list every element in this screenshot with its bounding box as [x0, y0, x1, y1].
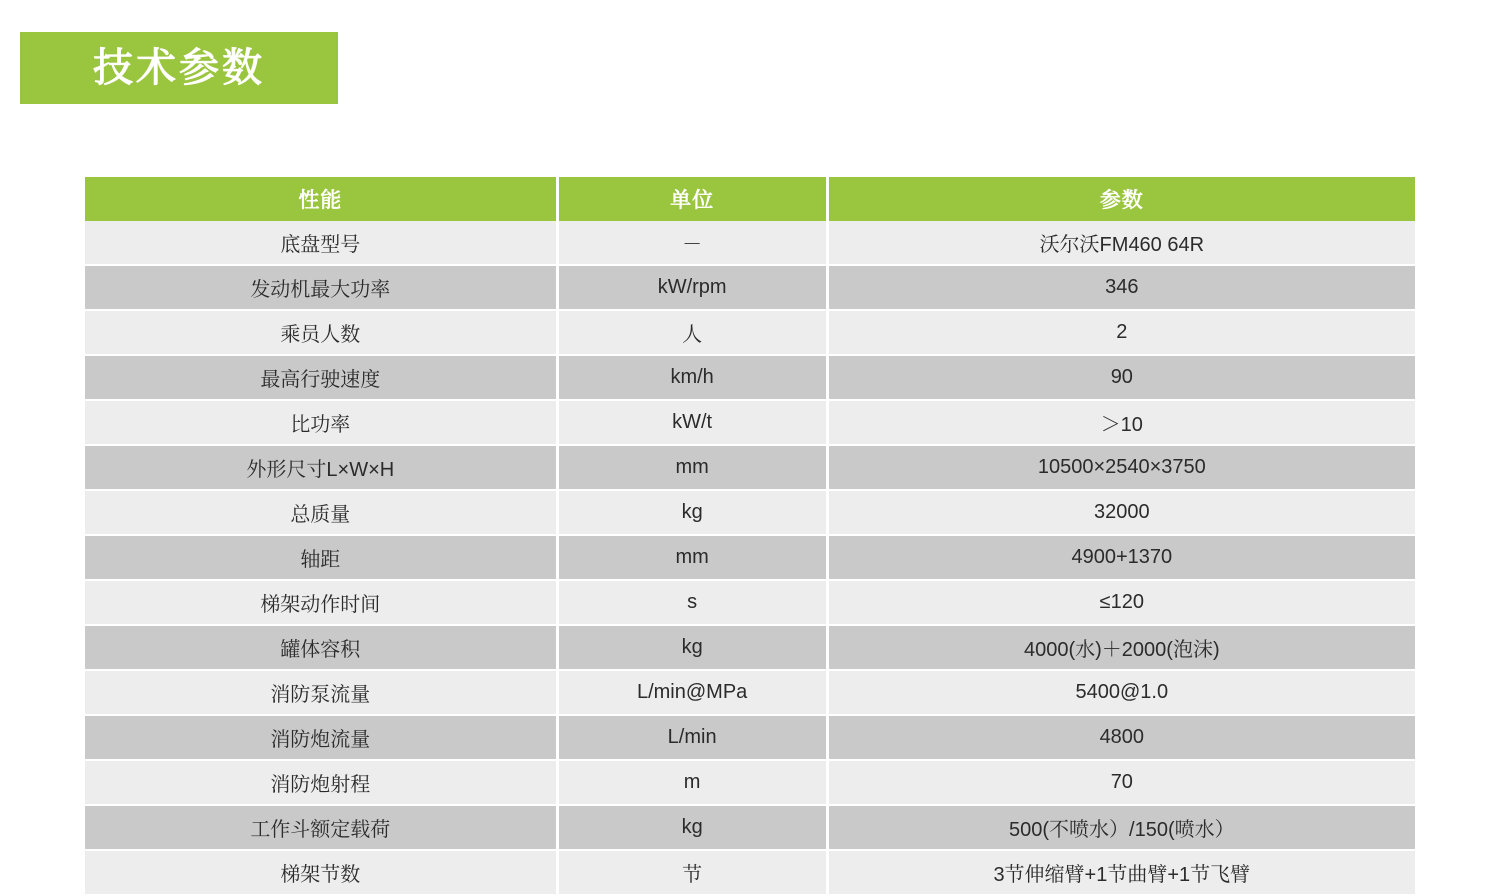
specifications-table [85, 177, 1415, 896]
cell-unit: kW/rpm [557, 265, 827, 310]
table-row [85, 805, 1415, 850]
cell-performance: 底盘型号 [85, 221, 557, 265]
page-title: 技术参数 [93, 46, 265, 90]
cell-performance: 外形尺寸L×W×H [85, 445, 557, 490]
cell-performance: 乘员人数 [85, 310, 557, 355]
table-row [85, 715, 1415, 760]
cell-parameter: 3节伸缩臂+1节曲臂+1节飞臂 [827, 850, 1415, 895]
cell-unit: － [557, 221, 827, 265]
table-row [85, 760, 1415, 805]
table-row [85, 580, 1415, 625]
cell-parameter: 500(不喷水）/150(喷水） [827, 805, 1415, 850]
cell-unit: kW/t [557, 400, 827, 445]
cell-parameter: 沃尔沃FM460 64R [827, 221, 1415, 265]
cell-unit: kg [557, 490, 827, 535]
table-body [85, 221, 1415, 895]
cell-parameter: 70 [827, 760, 1415, 805]
cell-unit: 节 [557, 850, 827, 895]
table-row [85, 310, 1415, 355]
table-header [85, 177, 1415, 221]
cell-performance: 消防炮射程 [85, 760, 557, 805]
cell-performance: 消防炮流量 [85, 715, 557, 760]
table-row [85, 490, 1415, 535]
cell-performance: 梯架动作时间 [85, 580, 557, 625]
cell-parameter: 4000(水)＋2000(泡沫) [827, 625, 1415, 670]
column-header-parameter: 参数 [827, 177, 1415, 221]
cell-performance: 轴距 [85, 535, 557, 580]
table-row [85, 265, 1415, 310]
table-row [85, 445, 1415, 490]
page-title-banner [20, 32, 338, 104]
cell-parameter: 4800 [827, 715, 1415, 760]
cell-performance: 发动机最大功率 [85, 265, 557, 310]
cell-unit: L/min@MPa [557, 670, 827, 715]
cell-parameter: 4900+1370 [827, 535, 1415, 580]
cell-unit: kg [557, 805, 827, 850]
cell-unit: kg [557, 625, 827, 670]
table-row [85, 535, 1415, 580]
cell-parameter: 2 [827, 310, 1415, 355]
table-row [85, 850, 1415, 895]
cell-unit: km/h [557, 355, 827, 400]
cell-parameter: 90 [827, 355, 1415, 400]
column-header-unit: 单位 [557, 177, 827, 221]
cell-unit: L/min [557, 715, 827, 760]
cell-performance: 罐体容积 [85, 625, 557, 670]
table-row [85, 355, 1415, 400]
cell-parameter: 346 [827, 265, 1415, 310]
cell-parameter: 10500×2540×3750 [827, 445, 1415, 490]
cell-unit: mm [557, 535, 827, 580]
cell-parameter: 5400@1.0 [827, 670, 1415, 715]
specifications-table-container [85, 177, 1415, 896]
table-row [85, 670, 1415, 715]
cell-performance: 梯架节数 [85, 850, 557, 895]
table-row [85, 221, 1415, 265]
cell-unit: m [557, 760, 827, 805]
table-row [85, 625, 1415, 670]
cell-performance: 总质量 [85, 490, 557, 535]
cell-parameter: ≤120 [827, 580, 1415, 625]
cell-performance: 消防泵流量 [85, 670, 557, 715]
table-row [85, 400, 1415, 445]
cell-unit: 人 [557, 310, 827, 355]
cell-performance: 最高行驶速度 [85, 355, 557, 400]
cell-unit: mm [557, 445, 827, 490]
cell-unit: s [557, 580, 827, 625]
cell-performance: 工作斗额定载荷 [85, 805, 557, 850]
cell-performance: 比功率 [85, 400, 557, 445]
cell-parameter: ＞10 [827, 400, 1415, 445]
table-header-row [85, 177, 1415, 221]
cell-parameter: 32000 [827, 490, 1415, 535]
column-header-performance: 性能 [85, 177, 557, 221]
